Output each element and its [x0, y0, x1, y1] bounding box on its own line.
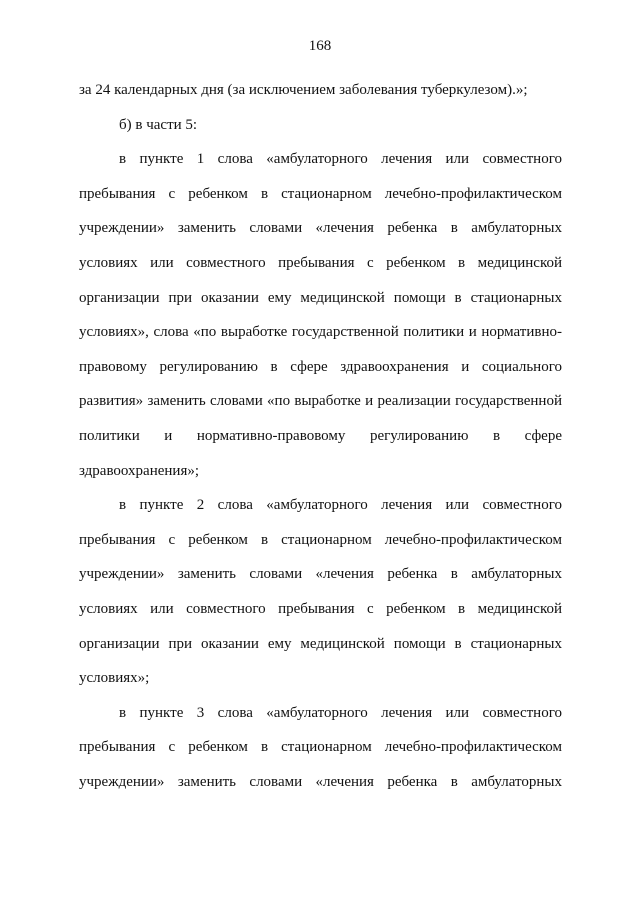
text-line: условиях»; — [79, 670, 150, 687]
paragraph-3 — [79, 488, 562, 696]
text-line: за 24 календарных дня (за исключением заболевания туберкулезом).»; — [79, 82, 528, 98]
document-body — [79, 73, 562, 799]
text-line: организации при оказании ему медицинской помощи в стационарных — [79, 635, 562, 652]
text-line: учреждении» заменить словами «лечения ребенка в амбулаторных — [79, 773, 562, 790]
paragraph-0 — [79, 73, 562, 108]
text-line: условиях или совместного пребывания с ребенком в медицинской — [79, 600, 562, 617]
text-line: пребывания с ребенком в стационарном лечебно-профилактическом — [79, 185, 562, 202]
text-line: правовому регулированию в сфере здравоохранения и социального — [79, 358, 562, 375]
text-line: пребывания с ребенком в стационарном лечебно-профилактическом — [79, 531, 562, 548]
paragraph-1 — [79, 108, 562, 143]
text-line: условиях», слова «по выработке государственной политики и нормативно- — [79, 324, 562, 341]
text-line: учреждении» заменить словами «лечения ребенка в амбулаторных — [79, 220, 562, 237]
text-line: условиях или совместного пребывания с ребенком в медицинской — [79, 254, 562, 271]
text-line: организации при оказании ему медицинской помощи в стационарных — [79, 289, 562, 306]
paragraph-4 — [79, 696, 562, 800]
text-line: политики и нормативно-правовому регулированию в сфере — [79, 427, 562, 444]
text-line: б) в части 5: — [119, 116, 198, 133]
text-line: учреждении» заменить словами «лечения ребенка в амбулаторных — [79, 566, 562, 583]
text-line: пребывания с ребенком в стационарном лечебно-профилактическом — [79, 739, 562, 756]
text-line: развития» заменить словами «по выработке и реализации государственной — [79, 393, 562, 410]
paragraph-2 — [79, 142, 562, 488]
text-line: в пункте 1 слова «амбулаторного лечения или совместного — [119, 151, 562, 168]
text-line: в пункте 3 слова «амбулаторного лечения или совместного — [119, 704, 562, 721]
page-number: 168 — [308, 38, 332, 54]
text-line: в пункте 2 слова «амбулаторного лечения или совместного — [119, 497, 562, 514]
text-line: здравоохранения»; — [79, 462, 200, 479]
